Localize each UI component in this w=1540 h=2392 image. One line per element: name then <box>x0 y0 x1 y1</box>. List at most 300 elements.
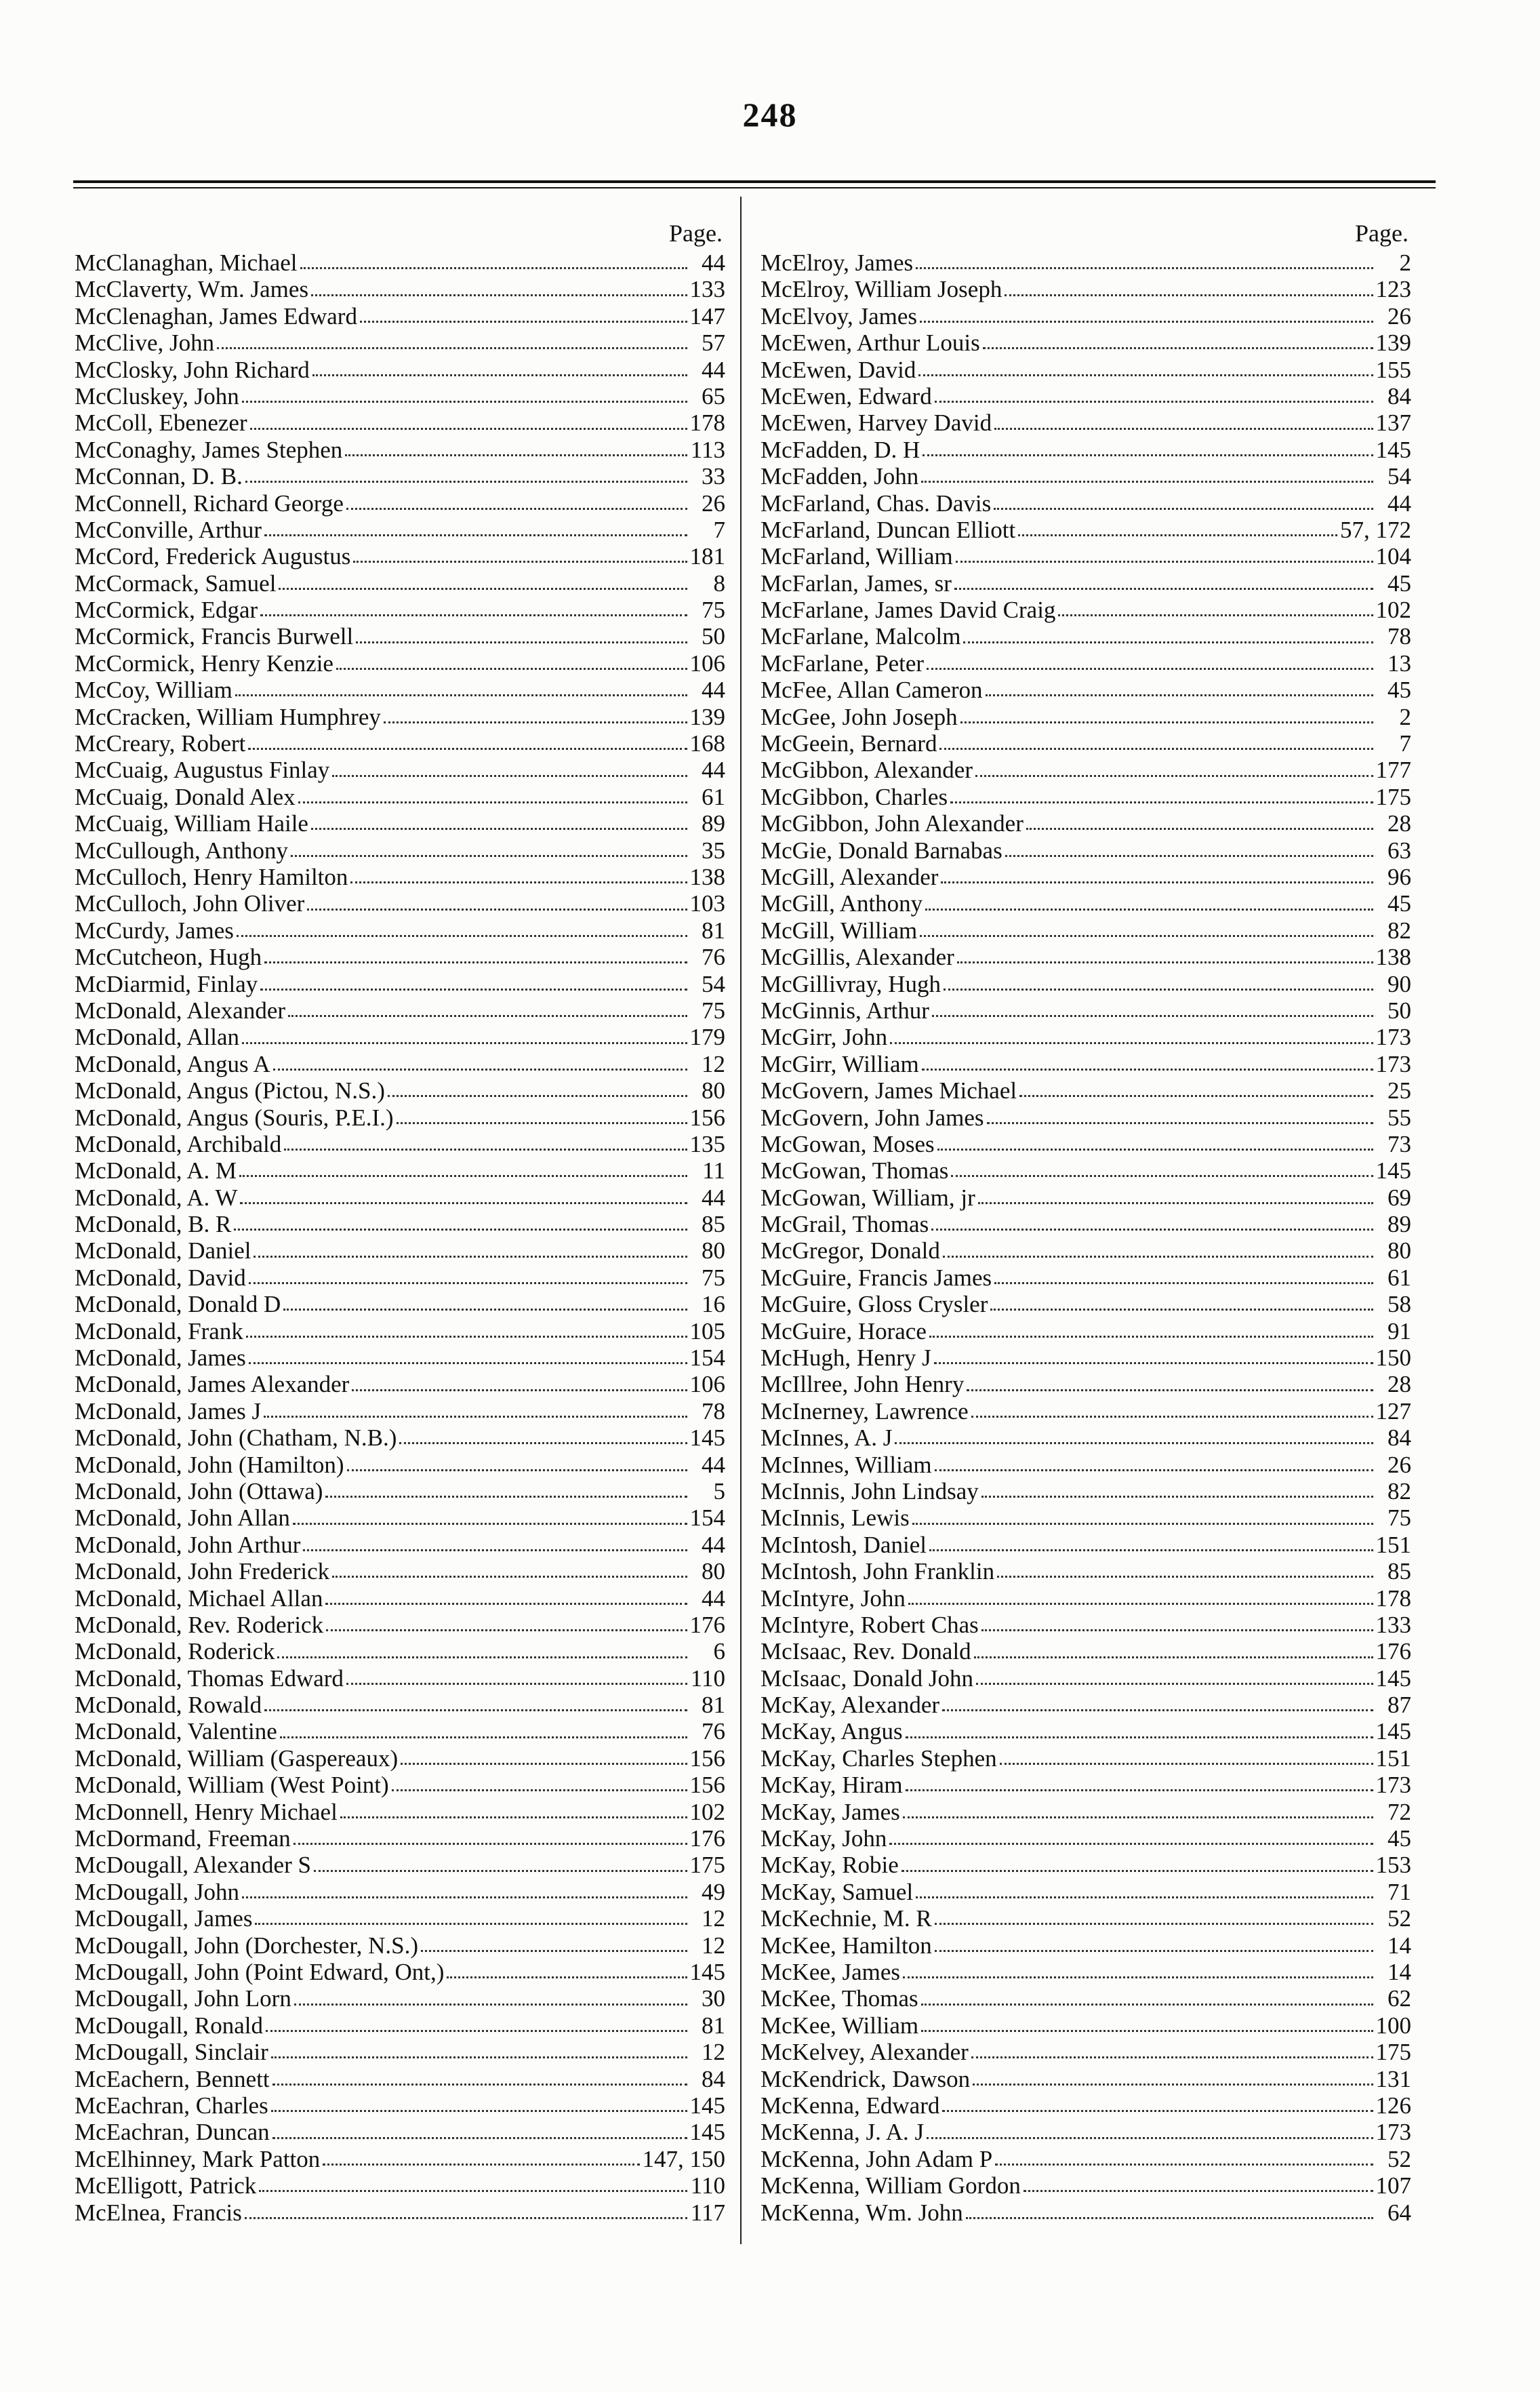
dot-leader <box>303 1549 687 1551</box>
entry-page-number: 44 <box>702 1451 725 1478</box>
dot-leader <box>242 1896 687 1898</box>
dot-leader <box>254 1256 687 1258</box>
column-divider <box>740 197 742 2244</box>
index-entry <box>761 1237 1411 1264</box>
index-entry <box>75 276 725 302</box>
entry-name: McClanaghan, Michael <box>75 250 298 276</box>
entry-name: McKay, Hiram <box>761 1772 903 1799</box>
entry-name: McEachran, Duncan <box>75 2119 270 2146</box>
dot-leader <box>250 428 687 430</box>
dot-leader <box>929 1336 1373 1338</box>
dot-leader <box>246 1336 687 1338</box>
index-entry <box>75 997 725 1024</box>
entry-name: McCulloch, Henry Hamilton <box>75 863 348 890</box>
index-entry <box>75 2119 725 2145</box>
entry-page-number: 57 <box>702 330 725 357</box>
entry-page-number: 82 <box>1387 1477 1411 1504</box>
entry-page-number: 82 <box>1387 917 1411 944</box>
entry-name: McKay, James <box>761 1798 900 1825</box>
entry-name: McDonald, John (Ottawa) <box>75 1477 323 1504</box>
entry-name: McKenna, John Adam P <box>761 2145 993 2172</box>
entry-page-number: 155 <box>1375 356 1411 383</box>
index-entry <box>761 437 1411 463</box>
entry-name: McKay, Charles Stephen <box>761 1745 997 1772</box>
entry-page-number: 90 <box>1387 970 1411 997</box>
dot-leader <box>399 1442 687 1444</box>
index-entry <box>761 1985 1411 2012</box>
index-entry <box>761 597 1411 623</box>
entry-page-number: 89 <box>702 810 725 837</box>
entry-name: McFarland, Duncan Elliott <box>761 516 1016 543</box>
entry-page-number: 44 <box>702 1584 725 1612</box>
dot-leader <box>918 374 1373 376</box>
dot-leader <box>971 2056 1373 2058</box>
dot-leader <box>937 1149 1373 1151</box>
dot-leader <box>957 961 1373 963</box>
dot-leader <box>401 1763 687 1765</box>
entry-page-number: 104 <box>1375 543 1411 570</box>
entry-page-number: 35 <box>702 837 725 864</box>
entry-page-number: 65 <box>702 382 725 410</box>
entry-name: McConville, Arthur <box>75 516 262 543</box>
entry-page-number: 102 <box>689 1798 725 1825</box>
entry-name: McEwen, Edward <box>761 382 932 410</box>
entry-name: McFarland, William <box>761 543 953 570</box>
entry-page-number: 7 <box>1399 730 1411 757</box>
index-entry <box>761 276 1411 302</box>
index-entry <box>761 1772 1411 1798</box>
index-entry <box>75 570 725 597</box>
entry-name: McColl, Ebenezer <box>75 410 247 437</box>
entry-page-number: 156 <box>689 1104 725 1131</box>
dot-leader <box>323 2164 639 2166</box>
entry-page-number: 156 <box>689 1772 725 1799</box>
index-entry <box>761 864 1411 890</box>
index-entry <box>75 357 725 383</box>
dot-leader <box>935 1950 1373 1952</box>
dot-leader <box>997 1576 1373 1578</box>
index-entry <box>75 810 725 837</box>
index-entry <box>75 490 725 517</box>
index-entry <box>761 463 1411 490</box>
entry-page-number: 177 <box>1375 757 1411 784</box>
index-entry <box>75 677 725 703</box>
entry-page-number: 76 <box>702 1718 725 1745</box>
index-entry <box>761 1932 1411 1959</box>
dot-leader <box>392 1789 687 1791</box>
index-entry <box>761 730 1411 757</box>
entry-name: McGovern, James Michael <box>761 1077 1017 1104</box>
entry-name: McFadden, John <box>761 463 919 490</box>
entry-name: McEwen, David <box>761 356 916 383</box>
entry-page-number: 154 <box>689 1344 725 1372</box>
entry-name: McCullough, Anthony <box>75 837 289 864</box>
index-entry <box>761 757 1411 783</box>
entry-name: McDormand, Freeman <box>75 1825 291 1852</box>
dot-leader <box>906 1736 1373 1738</box>
index-entry <box>75 1532 725 1558</box>
index-entry <box>761 383 1411 410</box>
index-entry <box>761 1825 1411 1852</box>
dot-leader <box>346 508 687 510</box>
left-column <box>75 217 725 2226</box>
entry-name: McIntyre, Robert Chas <box>761 1611 979 1638</box>
entry-name: McIntosh, Daniel <box>761 1531 927 1558</box>
entry-page-number: 44 <box>1387 490 1411 517</box>
entry-page-number: 50 <box>702 623 725 650</box>
index-entry <box>761 1558 1411 1584</box>
right-column <box>761 217 1411 2226</box>
entry-page-number: 110 <box>690 2172 725 2199</box>
entry-name: McIllree, John Henry <box>761 1371 965 1398</box>
entry-page-number: 57, 172 <box>1340 516 1411 543</box>
index-entry <box>761 490 1411 517</box>
index-entry <box>75 1638 725 1665</box>
right-entry-list <box>761 250 1411 2226</box>
entry-name: McKay, Alexander <box>761 1692 940 1719</box>
entry-name: McFarlan, James, sr <box>761 570 952 597</box>
index-entry <box>761 623 1411 650</box>
dot-leader <box>347 1469 687 1471</box>
entry-name: McInerney, Lawrence <box>761 1397 969 1424</box>
entry-name: McCutcheon, Hugh <box>75 944 262 971</box>
entry-page-number: 45 <box>1387 890 1411 917</box>
index-entry <box>761 1131 1411 1157</box>
dot-leader <box>388 1095 687 1097</box>
dot-leader <box>895 1442 1373 1444</box>
entry-page-number: 80 <box>702 1237 725 1264</box>
entry-name: McGuire, Francis James <box>761 1264 992 1291</box>
entry-page-number: 63 <box>1387 837 1411 864</box>
index-entry <box>761 2119 1411 2145</box>
index-entry <box>75 1772 725 1798</box>
entry-name: McFarland, Chas. Davis <box>761 490 992 517</box>
index-entry <box>75 1452 725 1478</box>
index-entry <box>761 1799 1411 1825</box>
index-entry <box>761 2146 1411 2172</box>
dot-leader <box>332 1576 687 1578</box>
entry-page-number: 145 <box>689 1424 725 1452</box>
index-entry <box>761 1104 1411 1131</box>
index-entry <box>75 1852 725 1878</box>
dot-leader <box>353 561 687 563</box>
entry-page-number: 139 <box>689 703 725 730</box>
index-entry <box>761 650 1411 677</box>
entry-page-number: 110 <box>690 1665 725 1692</box>
dot-leader <box>943 1256 1373 1258</box>
dot-leader <box>249 1282 687 1284</box>
dot-leader <box>397 1122 687 1124</box>
entry-name: McElnea, Francis <box>75 2199 242 2226</box>
entry-page-number: 84 <box>702 2065 725 2092</box>
entry-name: McHugh, Henry J <box>761 1344 931 1372</box>
entry-page-number: 145 <box>689 2119 725 2146</box>
entry-name: McFarlane, Peter <box>761 650 925 677</box>
dot-leader <box>345 454 687 456</box>
dot-leader <box>279 588 687 590</box>
dot-leader <box>935 1469 1373 1471</box>
entry-page-number: 44 <box>702 1184 725 1211</box>
index-entry <box>75 730 725 757</box>
index-entry <box>75 2199 725 2226</box>
entry-page-number: 28 <box>1387 1371 1411 1398</box>
dot-leader <box>260 614 687 616</box>
dot-leader <box>939 748 1373 750</box>
index-entry <box>75 1051 725 1077</box>
index-entry <box>75 2066 725 2092</box>
index-entry <box>75 944 725 970</box>
entry-page-number: 147 <box>689 302 725 330</box>
dot-leader <box>242 1042 687 1044</box>
entry-page-number: 26 <box>1387 1451 1411 1478</box>
index-entry <box>761 2066 1411 2092</box>
entry-name: McCord, Frederick Augustus <box>75 543 351 570</box>
index-entry <box>75 2172 725 2199</box>
entry-name: McClosky, John Richard <box>75 356 310 383</box>
entry-name: McCormick, Edgar <box>75 597 258 624</box>
dot-leader <box>264 1709 687 1711</box>
entry-page-number: 50 <box>1387 997 1411 1024</box>
index-entry <box>761 1692 1411 1718</box>
index-entry <box>761 1745 1411 1772</box>
entry-name: McKenna, Edward <box>761 2092 940 2119</box>
dot-leader <box>235 694 687 696</box>
index-entry <box>75 650 725 677</box>
dot-leader <box>260 989 687 991</box>
index-entry <box>761 784 1411 810</box>
entry-page-number: 16 <box>702 1291 725 1318</box>
entry-page-number: 64 <box>1387 2199 1411 2226</box>
entry-name: McDonald, James J <box>75 1397 262 1424</box>
dot-leader <box>903 1816 1373 1818</box>
dot-leader <box>986 694 1373 696</box>
dot-leader <box>239 1175 687 1177</box>
dot-leader <box>1005 294 1373 296</box>
entry-page-number: 133 <box>689 276 725 303</box>
entry-name: McDonald, James <box>75 1344 246 1372</box>
dot-leader <box>280 1736 687 1738</box>
entry-name: McDonald, Frank <box>75 1317 243 1344</box>
dot-leader <box>1019 1095 1373 1097</box>
index-entry <box>761 1905 1411 1932</box>
index-entry <box>761 1211 1411 1237</box>
entry-name: McDonald, Archibald <box>75 1130 282 1157</box>
entry-name: McDonnell, Henry Michael <box>75 1798 338 1825</box>
dot-leader <box>987 1122 1373 1124</box>
header-rule-thick <box>73 180 1436 183</box>
index-entry <box>75 1237 725 1264</box>
dot-leader <box>325 1496 687 1498</box>
dot-leader <box>908 1603 1373 1605</box>
index-entry <box>75 1692 725 1718</box>
entry-name: McGinnis, Arthur <box>761 997 929 1024</box>
index-entry <box>761 2012 1411 2039</box>
dot-leader <box>300 267 687 269</box>
entry-name: McClaverty, Wm. James <box>75 276 309 303</box>
dot-leader <box>950 801 1373 803</box>
entry-name: McGovern, John James <box>761 1104 984 1131</box>
entry-page-number: 12 <box>702 1932 725 1959</box>
dot-leader <box>284 1149 687 1151</box>
entry-page-number: 151 <box>1375 1531 1411 1558</box>
dot-leader <box>447 1976 687 1978</box>
entry-page-number: 75 <box>702 1264 725 1291</box>
entry-name: McGuire, Gloss Crysler <box>761 1291 988 1318</box>
index-entry <box>761 1532 1411 1558</box>
entry-page-number: 72 <box>1387 1798 1411 1825</box>
index-entry <box>761 543 1411 570</box>
index-entry <box>761 917 1411 944</box>
index-entry <box>75 410 725 436</box>
dot-leader <box>264 534 687 536</box>
index-entry <box>761 1718 1411 1745</box>
entry-name: McKay, Samuel <box>761 1878 914 1905</box>
entry-name: McDonald, Rowald <box>75 1692 262 1719</box>
entry-page-number: 139 <box>1375 330 1411 357</box>
entry-page-number: 12 <box>702 2039 725 2066</box>
dot-leader <box>921 2030 1373 2032</box>
index-entry <box>75 1985 725 2012</box>
dot-leader <box>298 801 687 803</box>
dot-leader <box>929 1549 1373 1551</box>
dot-leader <box>890 1042 1373 1044</box>
entry-page-number: 25 <box>1387 1077 1411 1104</box>
dot-leader <box>234 1229 687 1231</box>
entry-page-number: 61 <box>702 783 725 810</box>
entry-page-number: 81 <box>702 2012 725 2039</box>
entry-page-number: 14 <box>1387 1932 1411 1959</box>
entry-name: McGowan, Thomas <box>761 1157 949 1184</box>
dot-leader <box>273 1069 687 1071</box>
index-entry <box>75 1131 725 1157</box>
entry-page-number: 106 <box>689 1371 725 1398</box>
entry-page-number: 76 <box>702 944 725 971</box>
dot-leader <box>941 881 1373 883</box>
entry-page-number: 69 <box>1387 1184 1411 1211</box>
entry-name: McGill, Anthony <box>761 890 923 917</box>
index-entry <box>761 250 1411 276</box>
dot-leader <box>975 775 1373 777</box>
index-entry <box>75 330 725 356</box>
dot-leader <box>312 374 687 376</box>
dot-leader <box>294 2004 687 2006</box>
dot-leader <box>994 508 1373 510</box>
entry-name: McKenna, J. A. J <box>761 2119 925 2146</box>
entry-page-number: 44 <box>702 757 725 784</box>
index-entry <box>75 784 725 810</box>
entry-page-number: 145 <box>1375 1157 1411 1184</box>
entry-page-number: 173 <box>1375 1772 1411 1799</box>
entry-name: McInnis, Lewis <box>761 1504 910 1532</box>
entry-name: McInnes, William <box>761 1451 932 1478</box>
entry-name: McDonald, John Arthur <box>75 1531 301 1558</box>
dot-leader <box>920 935 1373 937</box>
index-entry <box>75 971 725 997</box>
index-entry <box>761 1852 1411 1878</box>
dot-leader <box>259 2190 687 2192</box>
entry-page-number: 61 <box>1387 1264 1411 1291</box>
dot-leader <box>421 1950 687 1952</box>
entry-page-number: 49 <box>702 1878 725 1905</box>
index-entry <box>75 1157 725 1184</box>
entry-name: McCreary, Robert <box>75 730 246 757</box>
index-entry <box>75 2039 725 2065</box>
index-entry <box>761 837 1411 864</box>
dot-leader <box>889 1843 1373 1845</box>
dot-leader <box>942 1709 1373 1711</box>
index-entry <box>75 1959 725 1985</box>
entry-page-number: 168 <box>689 730 725 757</box>
entry-name: McKee, William <box>761 2012 919 2039</box>
dot-leader <box>954 588 1373 590</box>
dot-leader <box>326 1629 687 1631</box>
entry-name: McCormack, Samuel <box>75 570 277 597</box>
dot-leader <box>350 881 687 883</box>
index-entry <box>75 1398 725 1424</box>
dot-leader <box>346 1683 687 1685</box>
index-entry <box>761 677 1411 703</box>
index-entry <box>75 2146 725 2172</box>
dot-leader <box>277 1656 687 1658</box>
entry-name: McDiarmid, Finlay <box>75 970 258 997</box>
index-entry <box>761 1318 1411 1344</box>
entry-name: McDougall, John <box>75 1878 240 1905</box>
entry-page-number: 85 <box>1387 1558 1411 1585</box>
entry-name: McGowan, William, jr <box>761 1184 975 1211</box>
index-entry <box>75 383 725 410</box>
index-entry <box>75 890 725 917</box>
entry-name: McKechnie, M. R <box>761 1905 932 1932</box>
entry-name: McCluskey, John <box>75 382 239 410</box>
dot-leader <box>967 1389 1373 1391</box>
index-entry <box>75 1104 725 1131</box>
entry-name: McConaghy, James Stephen <box>75 436 343 463</box>
entry-name: McKay, John <box>761 1825 887 1852</box>
entry-page-number: 84 <box>1387 1424 1411 1452</box>
entry-page-number: 87 <box>1387 1692 1411 1719</box>
dot-leader <box>912 1523 1373 1525</box>
entry-page-number: 176 <box>1375 1638 1411 1665</box>
dot-leader <box>978 1202 1373 1204</box>
entry-name: McDonald, John (Hamilton) <box>75 1451 344 1478</box>
index-entry <box>75 1665 725 1692</box>
entry-name: McGowan, Moses <box>761 1130 935 1157</box>
dot-leader <box>942 2110 1373 2112</box>
entry-name: McClenaghan, James Edward <box>75 302 357 330</box>
entry-name: McDougall, John Lorn <box>75 1985 291 2012</box>
dot-leader <box>272 2137 687 2139</box>
dot-leader <box>266 2030 687 2032</box>
entry-page-number: 135 <box>689 1130 725 1157</box>
dot-leader <box>271 2056 687 2058</box>
index-entry <box>75 1825 725 1852</box>
index-entry <box>75 1558 725 1584</box>
index-entry <box>75 1264 725 1291</box>
index-entry <box>761 570 1411 597</box>
index-entry <box>75 1318 725 1344</box>
entry-page-number: 6 <box>713 1638 725 1665</box>
index-entry <box>761 2092 1411 2119</box>
entry-page-number: 73 <box>1387 1130 1411 1157</box>
entry-page-number: 13 <box>1387 650 1411 677</box>
dot-leader <box>242 401 687 403</box>
index-entry <box>761 1959 1411 1985</box>
index-entry <box>75 1184 725 1211</box>
entry-page-number: 117 <box>690 2199 725 2226</box>
index-entry <box>761 1478 1411 1504</box>
dot-leader <box>255 1923 687 1925</box>
entry-name: McDonald, A. W <box>75 1184 238 1211</box>
